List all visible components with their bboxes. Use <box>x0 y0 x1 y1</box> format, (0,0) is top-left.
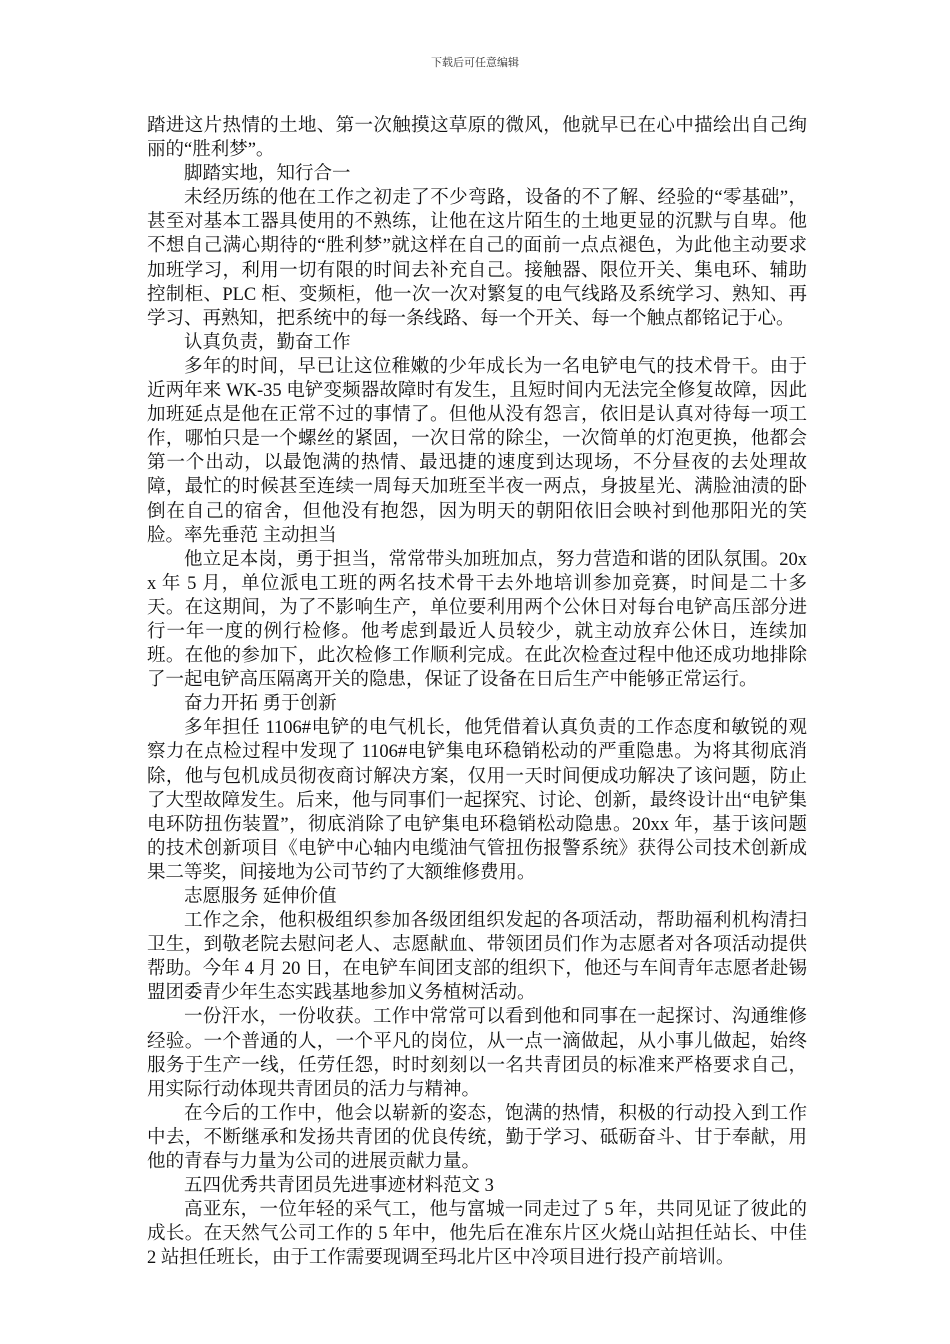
paragraph: 高亚东，一位年轻的采气工，他与富城一同走过了 5 年，共同见证了彼此的成长。在天然气公司工作的 5 年中，他先后在准东片区火烧山站担任站长、中佳 2 站担任班长，由于工作需要现调至玛北片区中冷项目进行投产前培训。 <box>147 1200 807 1269</box>
section-heading: 脚踏实地，知行合一 <box>184 164 351 185</box>
paragraph: 一份汗水，一份收获。工作中常常可以看到他和同事在一起探讨、沟通维修经验。一个普通的人，一个平凡的岗位，从一点一滴做起，从小事儿做起，始终服务于生产一线，任劳任怨，时时刻刻以一名共青团员的标准来严格要求自己，用实际行动体现共青团员的活力与精神。 <box>147 1007 807 1100</box>
section-heading: 奋力开拓 勇于创新 <box>184 694 337 715</box>
page-header: 下载后可任意编辑 <box>431 56 519 69</box>
paragraph: 他立足本岗，勇于担当，常常带头加班加点，努力营造和谐的团队氛围。20xx 年 5 月，单位派电工班的两名技术骨干去外地培训参加竞赛，时间是二十多天。在这期间，为了不影响生产，单位要利用两个公休日对每台电铲高压部分进行一年一度的例行检修。他考虑到最近人员较少，就主动放弃公休日，连续加班。在他的参加下，此次检修工作顺利完成。在此次检查过程中他还成功地排除了一起电铲高压隔离开关的隐患，保证了设备在日后生产中能够正常运行。 <box>147 549 807 691</box>
section-heading: 五四优秀共青团员先进事迹材料范文 3 <box>184 1176 494 1197</box>
paragraph: 踏进这片热情的土地、第一次触摸这草原的微风，他就早已在心中描绘出自己绚丽的“胜利梦”。 <box>147 116 807 161</box>
paragraph: 未经历练的他在工作之初走了不少弯路，设备的不了解、经验的“零基础”，甚至对基本工器具使用的不熟练，让他在这片陌生的土地更显的沉默与自卑。他不想自己满心期待的“胜利梦”就这样在自己的面前一点点褪色，为此他主动要求加班学习，利用一切有限的时间去补充自己。接触器、限位开关、集电环、辅助控制柜、PLC 柜、变频柜，他一次一次对繁复的电气线路及系统学习、熟知、再学习、再熟知，把系统中的每一条线路、每一个开关、每一个触点都铭记于心。 <box>147 188 807 329</box>
paragraph: 在今后的工作中，他会以崭新的姿态，饱满的热情，积极的行动投入到工作中去，不断继承和发扬共青团的优良传统，勤于学习、砥砺奋斗、甘于奉献，用他的青春与力量为公司的进展贡献力量。 <box>147 1103 807 1173</box>
document-body <box>147 114 807 1271</box>
section-heading: 志愿服务 延伸价值 <box>184 887 337 907</box>
paragraph: 工作之余，他积极组织参加各级团组织发起的各项活动，帮助福利机构清扫卫生，到敬老院去慰问老人、志愿献血、带领团员们作为志愿者对各项活动提供帮助。今年 4 月 20 日，在电铲车间团支部的组织下，他还与车间青年志愿者赴锡盟团委青少年生态实践基地参加义务植树活动。 <box>147 911 807 1004</box>
section-heading: 认真负责，勤奋工作 <box>184 332 351 353</box>
paragraph: 多年担任 1106#电铲的电气机长，他凭借着认真负责的工作态度和敏锐的观察力在点检过程中发现了 1106#电铲集电环稳销松动的严重隐患。为将其彻底消除，他与包机成员彻夜商讨解决方案，仅用一天时间便成功解决了该问题，防止了大型故障发生。后来，他与同事们一起探究、讨论、创新，最终设计出“电铲集电环防扭伤装置”，彻底消除了电铲集电环稳销松动隐患。20xx 年，基于该问题的技术创新项目《电铲中心轴内电缆油气管扭伤报警系统》获得公司技术创新成果二等奖，间接地为公司节约了大额维修费用。 <box>147 718 807 883</box>
paragraph: 多年的时间，早已让这位稚嫩的少年成长为一名电铲电气的技术骨干。由于近两年来 WK-35 电铲变频器故障时有发生，且短时间内无法完全修复故障，因此加班延点是他在正常不过的事情了。但他从没有怨言，依旧是认真对待每一项工作，哪怕只是一个螺丝的紧固，一次日常的除尘，一次简单的灯泡更换，他都会第一个出动，以最饱满的热情、最迅捷的速度到达现场，不分昼夜的去处理故障，最忙的时候甚至连续一周每天加班至半夜一两点，身披星光、满脸油渍的卧倒在自己的宿舍，但他没有抱怨，因为明天的朝阳依旧会映衬到他那阳光的笑脸。率先垂范 主动担当 <box>147 356 807 546</box>
